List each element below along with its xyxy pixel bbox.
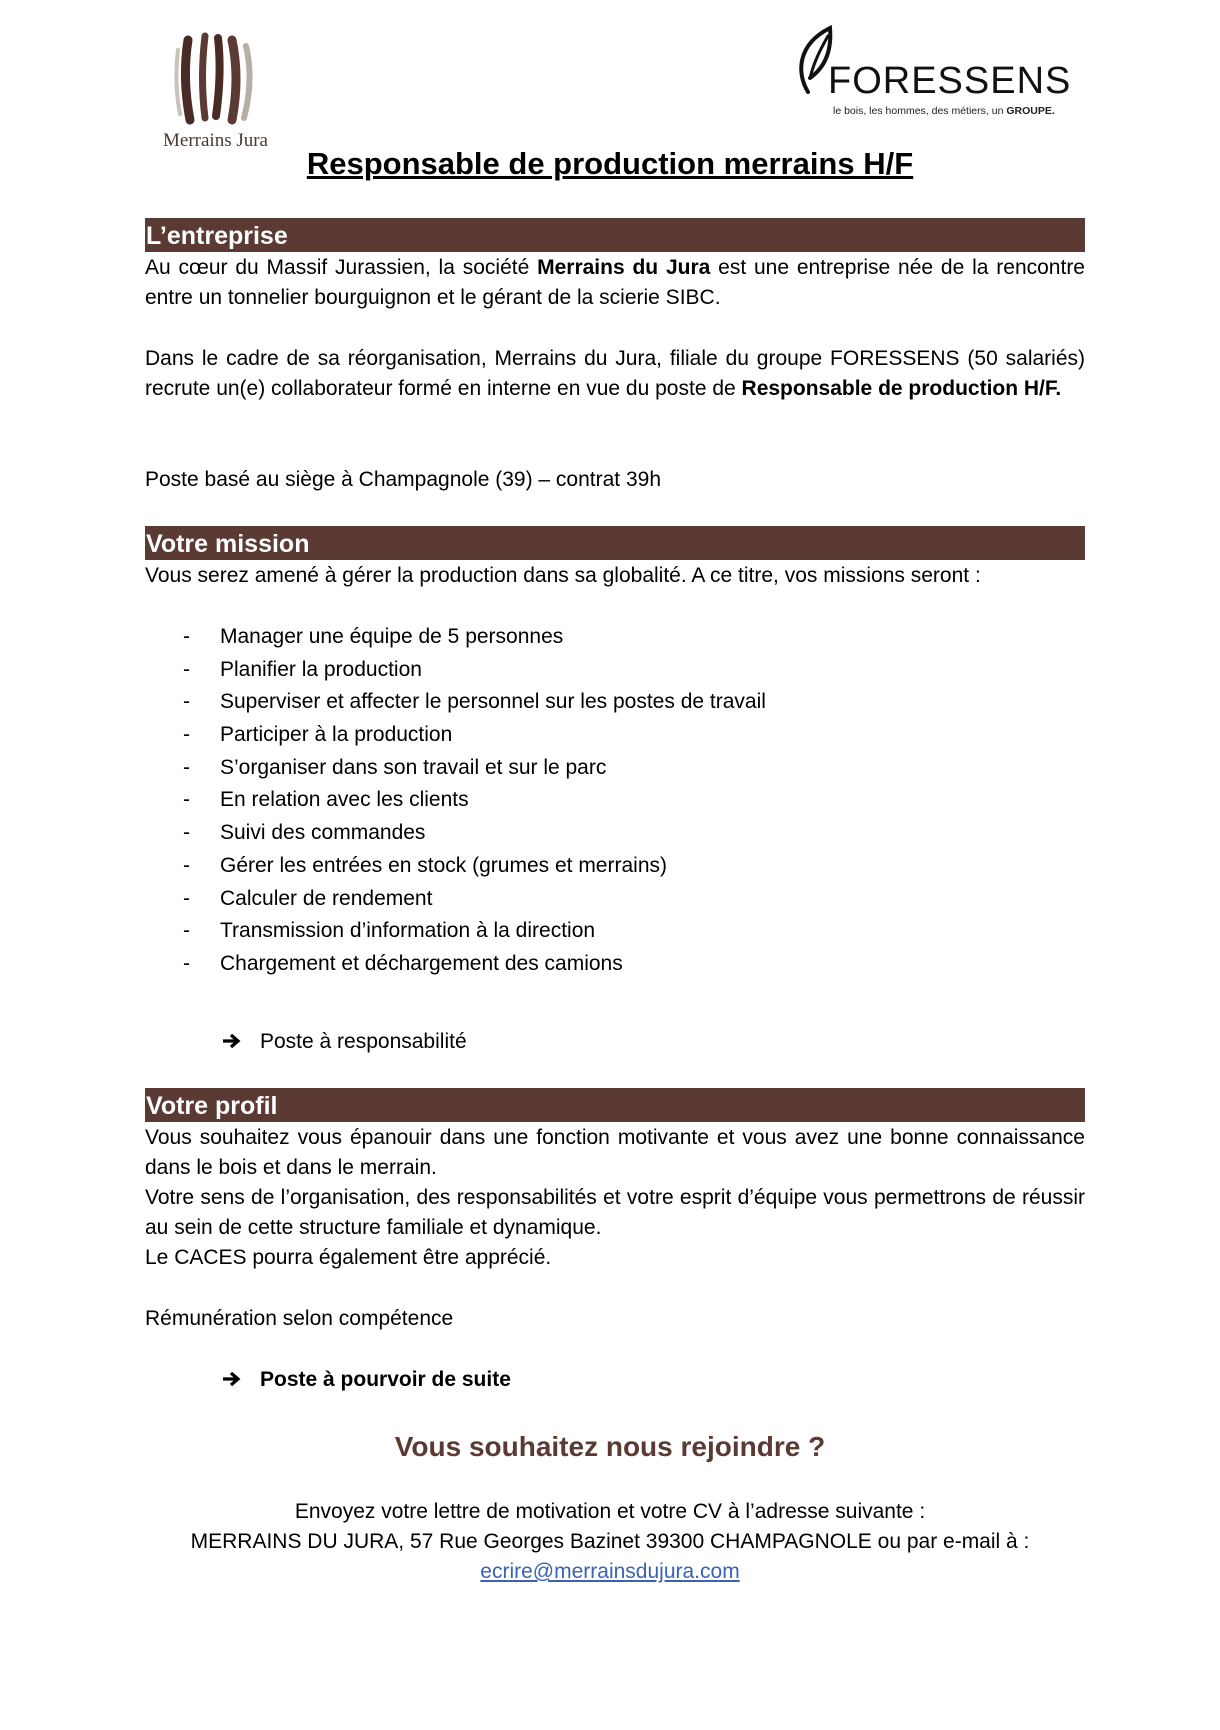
section-heading-mission: Votre mission — [145, 526, 1085, 560]
arrow-right-icon — [222, 1033, 244, 1049]
entreprise-paragraph-1: Au cœur du Massif Jurassien, la société Merrains du Jura est une entreprise née de la rencontre entre un tonnelier bourguignon et le gérant de la scierie SIBC. — [145, 256, 1085, 309]
section-heading-profil: Votre profil — [145, 1088, 1085, 1122]
cta-title: Vous souhaitez nous rejoindre ? — [394, 1431, 826, 1462]
list-item: - Calculer de rendement — [183, 886, 433, 910]
list-item: - En relation avec les clients — [183, 788, 469, 812]
profil-paragraph-2: Votre sens de l’organisation, des responsabilités et votre esprit d’équipe vous permettrons de réussir au sein de cette structure familiale et dynamique. — [145, 1186, 1085, 1239]
contact-block — [0, 1497, 1220, 1587]
email-link[interactable]: ecrire@merrainsdujura.com — [480, 1560, 740, 1583]
list-item: - Planifier la production — [183, 657, 422, 681]
profil-paragraph-1: Vous souhaitez vous épanouir dans une fonction motivante et vous avez une bonne connaissance dans le bois et dans le merrain. — [145, 1126, 1085, 1179]
arrow-right-icon — [222, 1371, 244, 1387]
barrel-staves-icon — [158, 28, 278, 128]
profil-paragraph-3: Le CACES pourra également être apprécié. — [145, 1246, 552, 1269]
entreprise-paragraph-3: Poste basé au siège à Champagnole (39) – contrat 39h — [145, 468, 662, 491]
section-heading-entreprise: L’entreprise — [145, 218, 1085, 252]
list-item: - Superviser et affecter le personnel sur les postes de travail — [183, 690, 766, 714]
list-item: - Manager une équipe de 5 personnes — [183, 625, 564, 648]
profil-arrow-note: Poste à pourvoir de suite — [222, 1365, 511, 1395]
contact-line-1: Envoyez votre lettre de motivation et votre CV à l’adresse suivante : — [294, 1500, 926, 1523]
contact-line-2: MERRAINS DU JURA, 57 Rue Georges Bazinet 39300 CHAMPAGNOLE ou par e-mail à : — [190, 1530, 1030, 1553]
mission-list — [145, 621, 1045, 981]
list-item: - Chargement et déchargement des camions — [183, 951, 623, 975]
mission-intro: Vous serez amené à gérer la production dans sa globalité. A ce titre, vos missions seront : — [145, 564, 981, 587]
list-item: - Participer à la production — [183, 723, 453, 747]
merrains-jura-logo-text: Merrains Jura — [163, 130, 268, 151]
profil-paragraph-4: Rémunération selon compétence — [145, 1307, 454, 1330]
list-item: - Gérer les entrées en stock (grumes et merrains) — [183, 853, 667, 877]
mission-arrow-note: Poste à responsabilité — [222, 1027, 467, 1057]
list-item: - Suivi des commandes — [183, 821, 426, 845]
list-item: - S’organiser dans son travail et sur le parc — [183, 755, 607, 779]
list-item: - Transmission d’information à la direction — [183, 919, 596, 943]
foressens-tagline: le bois, les hommes, des métiers, un GROUPE. — [833, 105, 1055, 117]
foressens-logo — [790, 22, 1070, 132]
foressens-logo-text: FORESSENS — [828, 60, 1072, 102]
page-title: Responsable de production merrains H/F — [306, 146, 914, 181]
merrains-jura-logo — [158, 28, 288, 158]
entreprise-paragraph-2: Dans le cadre de sa réorganisation, Merrains du Jura, filiale du groupe FORESSENS (50 salariés) recrute un(e) collaborateur formé en interne en vue du poste de Responsable de production H/F. — [145, 347, 1085, 400]
